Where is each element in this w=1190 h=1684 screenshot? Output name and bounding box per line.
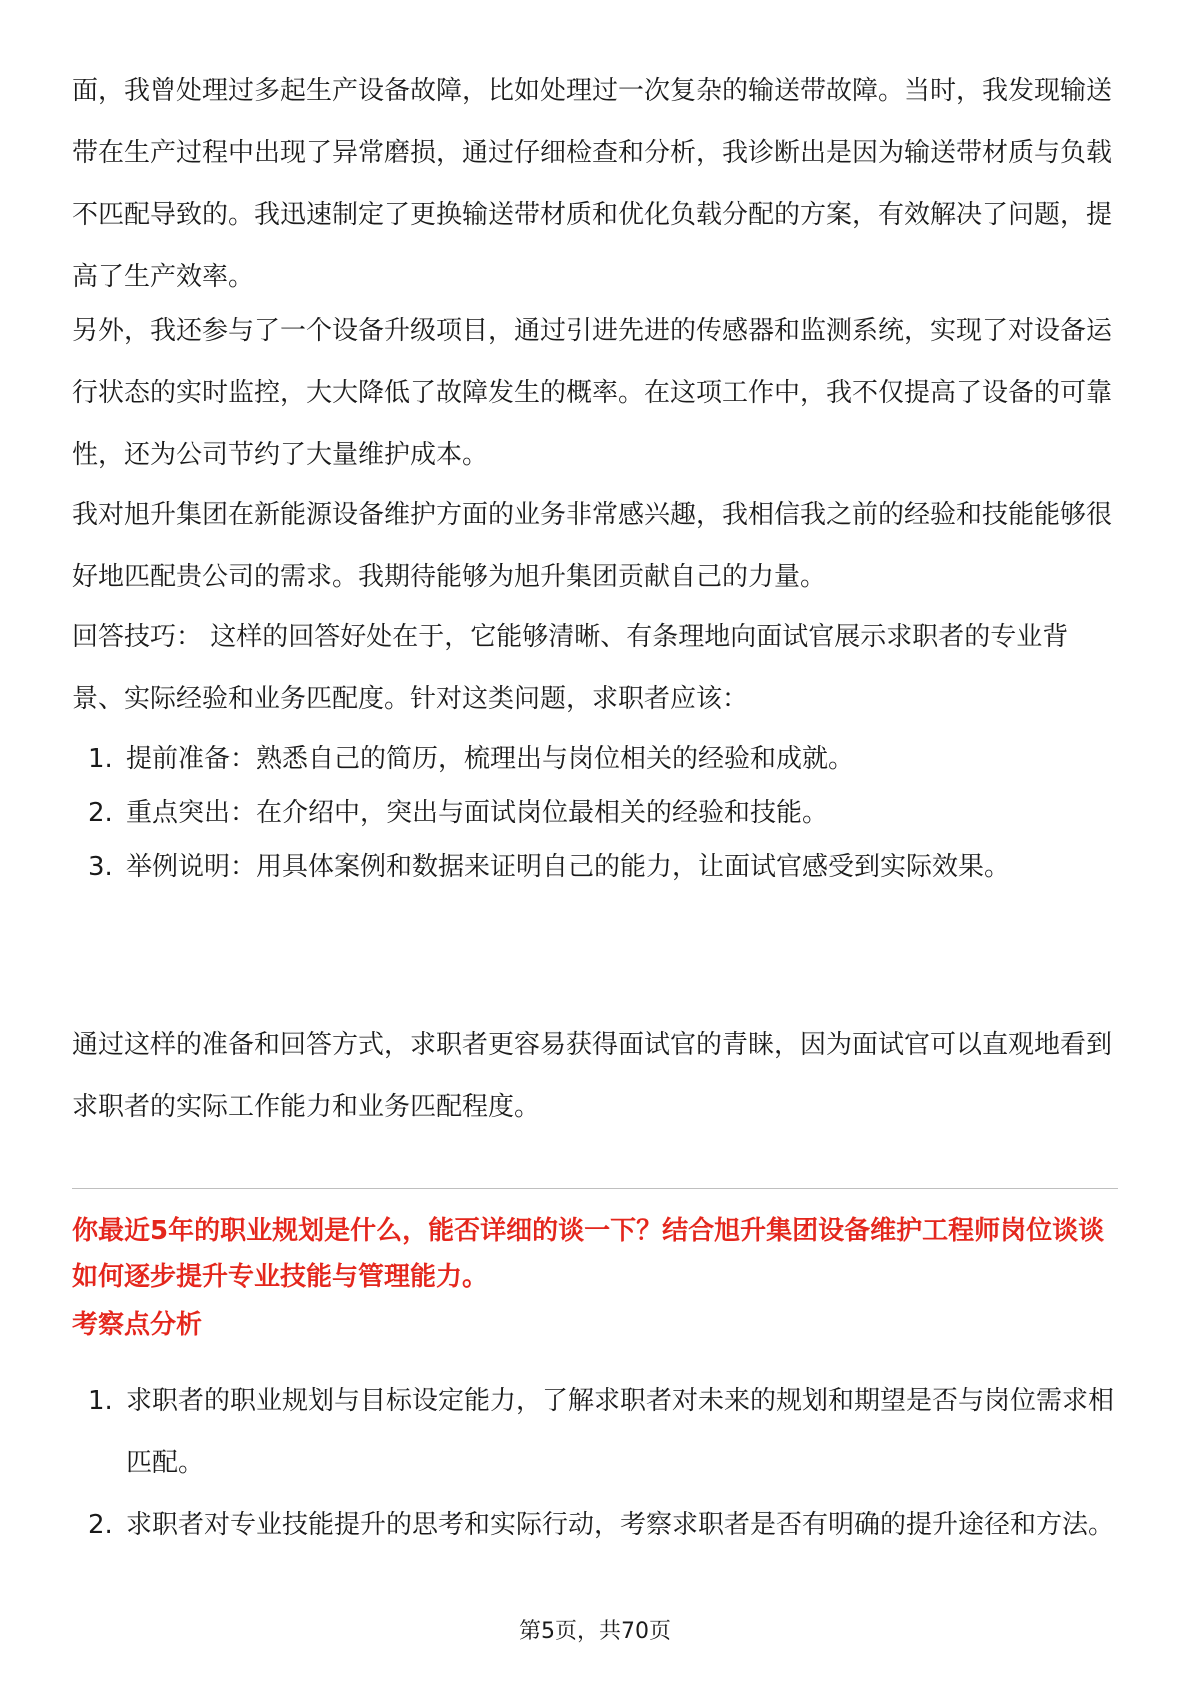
answer-tips-intro: 回答技巧： 这样的回答好处在于，它能够清晰、有条理地向面试官展示求职者的专业背景、实际经验和业务匹配度。针对这类问题，求职者应该：	[72, 622, 1069, 714]
list-text: 求职者的职业规划与目标设定能力，了解求职者对未来的规划和期望是否与岗位需求相匹配。	[126, 1386, 1115, 1478]
list-item	[72, 1494, 1118, 1556]
page-number: 第5页，共70页	[519, 1619, 671, 1644]
list-item	[72, 840, 1118, 894]
list-number: 2.	[88, 798, 113, 828]
list-item	[72, 1370, 1118, 1494]
list-number: 3.	[88, 852, 113, 882]
list-number: 1.	[88, 1386, 113, 1416]
list-text: 举例说明：用具体案例和数据来证明自己的能力，让面试官感受到实际效果。	[126, 852, 1011, 882]
list-item	[72, 786, 1118, 840]
paragraph: 面，我曾处理过多起生产设备故障，比如处理过一次复杂的输送带故障。当时，我发现输送带在生产过程中出现了异常磨损，通过仔细检查和分析，我诊断出是因为输送带材质与负载不匹配导致的。我迅速制定了更换输送带材质和优化负载分配的方案，有效解决了问题，提高了生产效率。	[72, 76, 1113, 292]
paragraph: 我对旭升集团在新能源设备维护方面的业务非常感兴趣，我相信我之前的经验和技能能够很好地匹配贵公司的需求。我期待能够为旭升集团贡献自己的力量。	[72, 500, 1113, 592]
list-text: 提前准备：熟悉自己的简历，梳理出与岗位相关的经验和成就。	[126, 744, 855, 774]
closing-paragraph: 通过这样的准备和回答方式，求职者更容易获得面试官的青睐，因为面试官可以直观地看到求职者的实际工作能力和业务匹配程度。	[72, 1030, 1113, 1122]
interview-question: 你最近5年的职业规划是什么，能否详细的谈一下？结合旭升集团设备维护工程师岗位谈谈如何逐步提升专业技能与管理能力。	[72, 1216, 1105, 1292]
tips-list	[72, 732, 1118, 894]
list-number: 2.	[88, 1510, 113, 1540]
analysis-title: 考察点分析	[72, 1310, 203, 1340]
section-divider	[72, 1188, 1118, 1189]
paragraph: 另外，我还参与了一个设备升级项目，通过引进先进的传感器和监测系统，实现了对设备运行状态的实时监控，大大降低了故障发生的概率。在这项工作中，我不仅提高了设备的可靠性，还为公司节约了大量维护成本。	[72, 316, 1113, 470]
list-text: 重点突出：在介绍中，突出与面试岗位最相关的经验和技能。	[126, 798, 829, 828]
list-number: 1.	[88, 744, 113, 774]
list-text: 求职者对专业技能提升的思考和实际行动，考察求职者是否有明确的提升途径和方法。	[126, 1510, 1115, 1540]
analysis-list	[72, 1370, 1118, 1556]
list-item	[72, 732, 1118, 786]
